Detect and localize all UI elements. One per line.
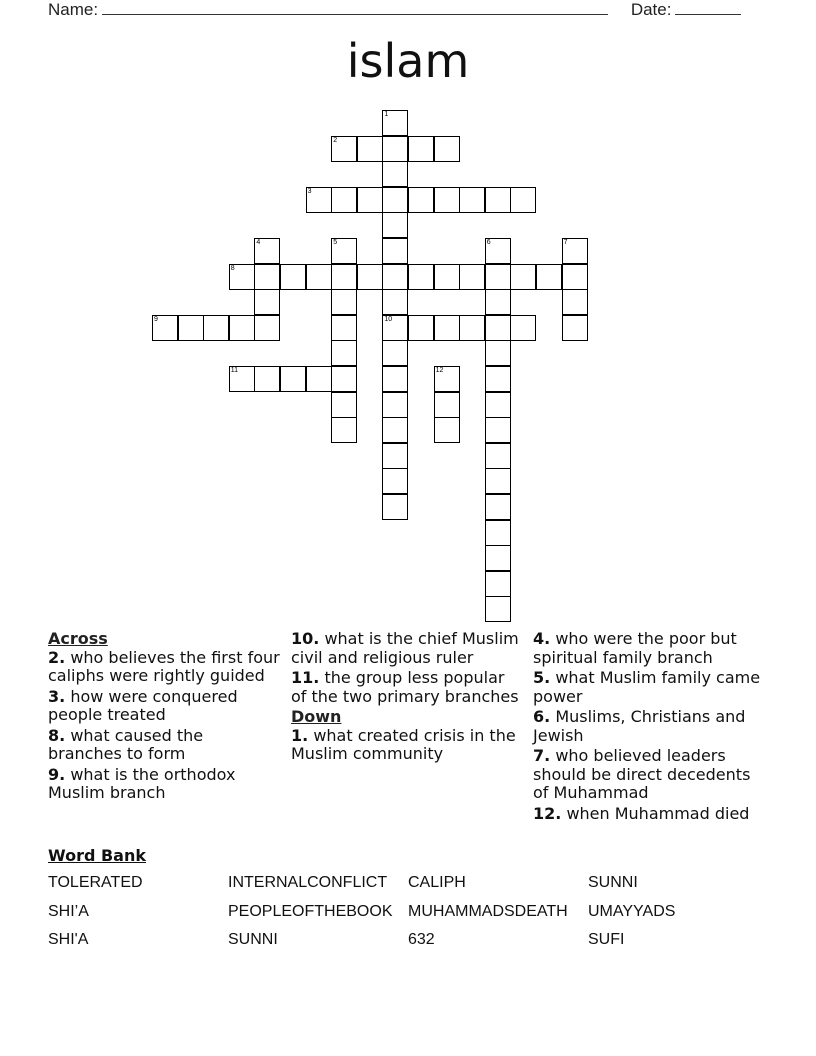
crossword-cell[interactable]	[357, 136, 383, 162]
crossword-cell[interactable]	[306, 187, 332, 213]
crossword-cell[interactable]	[229, 366, 255, 392]
clue-across-10: 10. what is the chief Muslim civil and religious ruler	[291, 629, 519, 667]
crossword-cell[interactable]	[485, 238, 511, 264]
crossword-cell[interactable]	[382, 264, 408, 290]
crossword-cell[interactable]	[331, 315, 357, 341]
crossword-cell[interactable]	[408, 187, 434, 213]
crossword-cell[interactable]	[152, 315, 178, 341]
crossword-cell[interactable]	[382, 289, 408, 315]
crossword-cell[interactable]	[510, 315, 536, 341]
crossword-cell[interactable]	[485, 392, 511, 418]
clue-across-3: 3. how were conquered people treated	[48, 686, 238, 724]
crossword-cell[interactable]	[331, 187, 357, 213]
crossword-cell[interactable]	[331, 392, 357, 418]
crossword-cell[interactable]	[459, 264, 485, 290]
crossword-cell[interactable]	[485, 264, 511, 290]
crossword-cell[interactable]	[331, 366, 357, 392]
word-bank-entry: CALIPH	[408, 874, 466, 891]
crossword-cell[interactable]	[331, 340, 357, 366]
word-bank-entry: PEOPLEOFTHEBOOK	[228, 902, 393, 920]
clue-across-9: 9. what is the orthodox Muslim branch	[48, 764, 236, 802]
word-bank-title: Word Bank	[48, 846, 147, 865]
crossword-cell[interactable]	[562, 289, 588, 315]
crossword-cell[interactable]	[178, 315, 204, 341]
crossword-cell[interactable]	[408, 136, 434, 162]
crossword-cell[interactable]	[382, 366, 408, 392]
crossword-cell[interactable]	[331, 238, 357, 264]
clue-number: 12	[435, 367, 444, 374]
clue-down-5: 5. what Muslim family came power	[533, 668, 761, 706]
crossword-cell[interactable]	[382, 340, 408, 366]
clue-across-2: 2. who believes the first four caliphs were rightly guided	[48, 647, 280, 685]
clue-down-7: 7. who believed leaders should be direct decedents of Muhammad	[533, 746, 751, 802]
crossword-cell[interactable]	[434, 392, 460, 418]
crossword-cell[interactable]	[331, 136, 357, 162]
crossword-cell[interactable]	[331, 417, 357, 443]
crossword-cell[interactable]	[229, 315, 255, 341]
clue-down-12: 12. when Muhammad died	[533, 803, 750, 823]
clue-across-11: 11. the group less popular of the two primary branches	[291, 668, 519, 706]
crossword-cell[interactable]	[434, 366, 460, 392]
crossword-cell[interactable]	[485, 494, 511, 520]
crossword-cell[interactable]	[562, 264, 588, 290]
crossword-cell[interactable]	[382, 110, 408, 136]
word-bank-entry: INTERNALCONFLICT	[228, 874, 388, 891]
crossword-cell[interactable]	[382, 238, 408, 264]
crossword-cell[interactable]	[382, 315, 408, 341]
crossword-cell[interactable]	[254, 238, 280, 264]
crossword-cell[interactable]	[485, 520, 511, 546]
puzzle-title: islam	[346, 34, 470, 88]
crossword-cell[interactable]	[408, 315, 434, 341]
word-bank-entry: SUNNI	[588, 874, 638, 891]
clue-number: 2	[333, 136, 338, 144]
across-heading: Across	[48, 629, 108, 648]
clue-number: 7	[563, 239, 568, 246]
crossword-cell[interactable]	[562, 238, 588, 264]
crossword-cell[interactable]	[382, 187, 408, 213]
crossword-cell[interactable]	[510, 264, 536, 290]
crossword-cell[interactable]	[357, 187, 383, 213]
crossword-cell[interactable]	[510, 187, 536, 213]
word-bank-entry: 632	[408, 931, 435, 948]
crossword-cell[interactable]	[254, 315, 280, 341]
crossword-cell[interactable]	[382, 494, 408, 520]
crossword-cell[interactable]	[306, 366, 332, 392]
crossword-cell[interactable]	[331, 264, 357, 290]
crossword-cell[interactable]	[357, 264, 383, 290]
date-label: Date:	[630, 0, 672, 19]
crossword-cell[interactable]	[254, 264, 280, 290]
clue-down-1: 1. what created crisis in the Muslim community	[291, 725, 516, 763]
word-bank-entry: SUFI	[588, 931, 625, 948]
crossword-cell[interactable]	[382, 417, 408, 443]
clue-number: 10	[384, 315, 393, 323]
clue-number: 6	[486, 239, 491, 246]
word-bank-entry: TOLERATED	[48, 874, 143, 891]
crossword-cell[interactable]	[459, 187, 485, 213]
clue-column-2	[291, 630, 523, 766]
crossword-cell[interactable]	[408, 264, 434, 290]
crossword-cell[interactable]	[306, 264, 332, 290]
crossword-cell[interactable]	[485, 187, 511, 213]
clue-column-1	[48, 630, 280, 805]
name-label: Name:	[48, 0, 99, 19]
crossword-cell[interactable]	[434, 136, 460, 162]
clue-column-3	[533, 630, 765, 825]
crossword-cell[interactable]	[434, 187, 460, 213]
crossword-cell[interactable]	[485, 443, 511, 469]
crossword-cell[interactable]	[485, 340, 511, 366]
word-bank-entry: UMAYYADS	[588, 902, 676, 920]
word-bank-entry: MUHAMMADSDEATH	[408, 902, 568, 920]
crossword-cell[interactable]	[485, 315, 511, 341]
clue-number: 9	[154, 315, 158, 323]
clue-number: 8	[230, 264, 235, 272]
clue-number: 1	[384, 111, 389, 118]
crossword-cell[interactable]	[203, 315, 229, 341]
crossword-cell[interactable]	[280, 264, 306, 290]
crossword-cell[interactable]	[382, 392, 408, 418]
word-bank-entry: SUNNI	[228, 931, 278, 948]
clue-across-8: 8. what caused the branches to form	[48, 725, 204, 763]
crossword-cell[interactable]	[485, 571, 511, 597]
crossword-cell[interactable]	[254, 289, 280, 315]
clue-number: 4	[256, 239, 261, 246]
crossword-cell[interactable]	[382, 161, 408, 187]
clue-number: 5	[333, 239, 338, 246]
crossword-cell[interactable]	[229, 264, 255, 290]
clue-number: 3	[307, 187, 312, 195]
crossword-cell[interactable]	[382, 443, 408, 469]
crossword-cell[interactable]	[485, 289, 511, 315]
crossword-cell[interactable]	[382, 468, 408, 494]
crossword-cell[interactable]	[536, 264, 562, 290]
crossword-cell[interactable]	[434, 315, 460, 341]
crossword-cell[interactable]	[382, 212, 408, 238]
crossword-cell[interactable]	[280, 366, 306, 392]
crossword-cell[interactable]	[254, 366, 280, 392]
crossword-cell[interactable]	[485, 366, 511, 392]
crossword-cell[interactable]	[331, 289, 357, 315]
crossword-cell[interactable]	[382, 136, 408, 162]
crossword-cell[interactable]	[485, 417, 511, 443]
down-heading: Down	[291, 707, 342, 726]
clue-down-4: 4. who were the poor but spiritual family branch	[533, 629, 737, 667]
clue-down-6: 6. Muslims, Christians and Jewish	[533, 707, 746, 745]
crossword-cell[interactable]	[485, 596, 511, 622]
word-bank-entry: SHI'A	[48, 931, 89, 948]
crossword-cell[interactable]	[434, 417, 460, 443]
clue-number: 11	[230, 367, 239, 374]
crossword-cell[interactable]	[459, 315, 485, 341]
word-bank-entry: SHI’A	[48, 902, 89, 920]
crossword-cell[interactable]	[485, 468, 511, 494]
crossword-cell[interactable]	[485, 545, 511, 571]
crossword-cell[interactable]	[434, 264, 460, 290]
crossword-cell[interactable]	[562, 315, 588, 341]
